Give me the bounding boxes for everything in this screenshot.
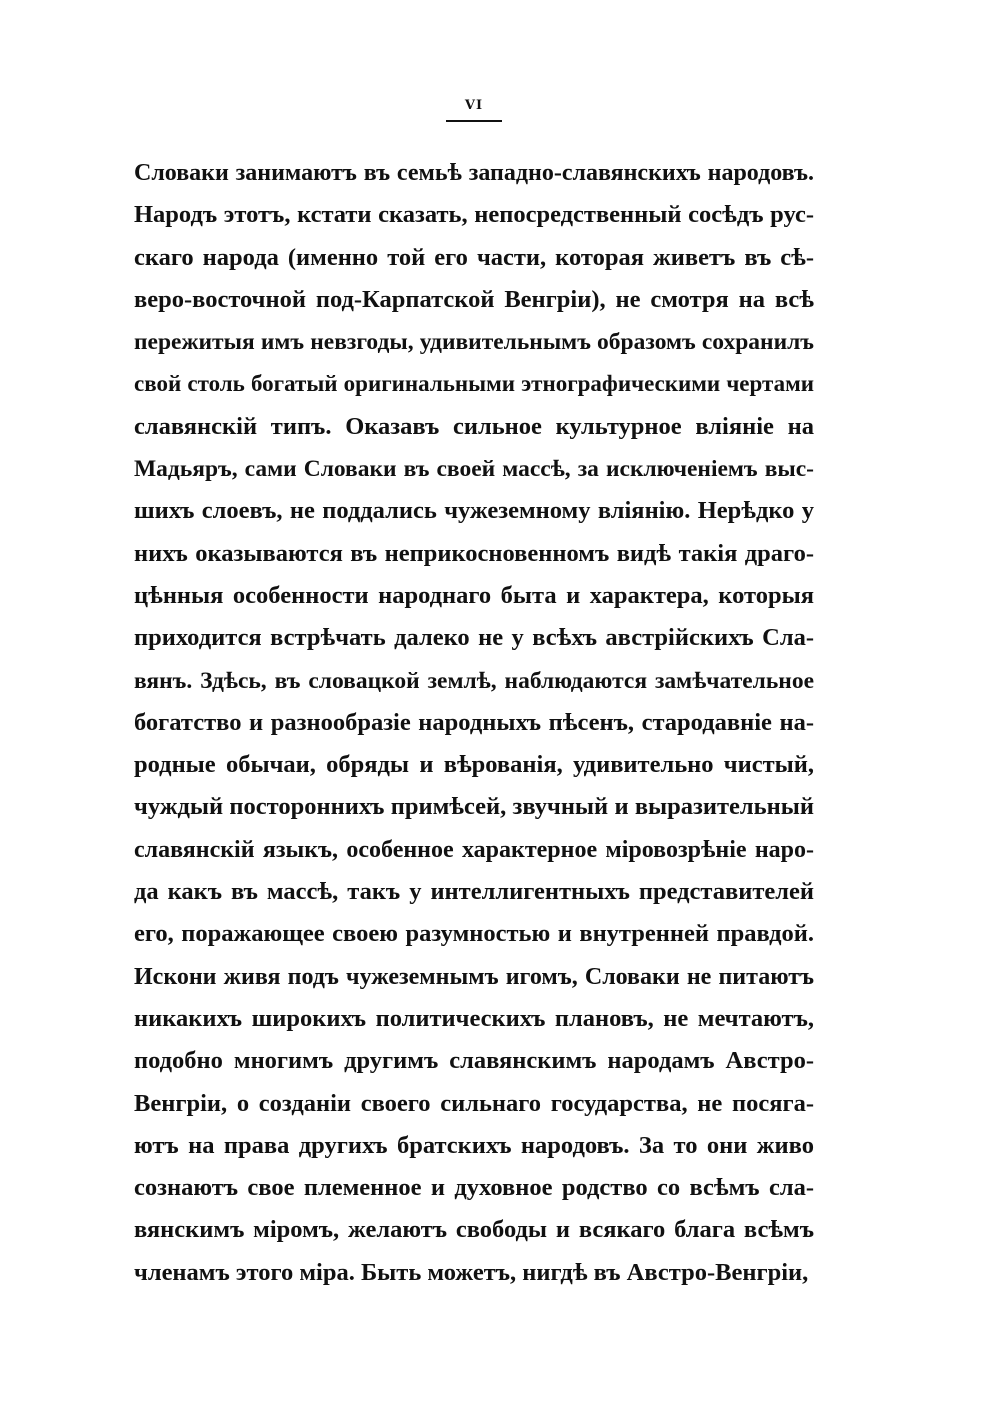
text-line: да какъ въ массѣ, такъ у интеллигентныхъ представителей <box>134 878 814 906</box>
text-line: славянскій типъ. Оказавъ сильное культурное вліяніе на <box>134 412 814 440</box>
text-line: шихъ слоевъ, не поддались чужеземному вліянію. Нерѣдко у <box>134 497 814 525</box>
text-line: богатство и разнообразіе народныхъ пѣсенъ, стародавніе на- <box>134 708 814 736</box>
text-line: никакихъ широкихъ политическихъ плановъ, не мечтаютъ, <box>134 1004 814 1032</box>
text-line: пережитыя имъ невзгоды, удивительнымъ образомъ сохранилъ <box>134 329 814 356</box>
text-line: цѣнныя особенности народнаго быта и характера, которыя <box>134 581 814 609</box>
page-number-rule <box>446 120 502 122</box>
text-line: членамъ этого міра. Быть можетъ, нигдѣ въ Австро-Венгріи, <box>134 1258 809 1286</box>
text-line: его, поражающее своею разумностью и внутренней правдой. <box>134 920 814 948</box>
text-line: веро-восточной под-Карпатской Венгріи), не смотря на всѣ <box>134 285 814 313</box>
text-line: Венгріи, о созданіи своего сильнаго государства, не посяга- <box>134 1089 814 1117</box>
text-line: сознаютъ свое племенное и духовное родство со всѣмъ сла- <box>134 1174 814 1202</box>
text-line: свой столь богатый оригинальными этнографическими чертами <box>134 371 814 397</box>
text-line: ютъ на права другихъ братскихъ народовъ. За то они живо <box>134 1131 814 1159</box>
text-line: вянскимъ міромъ, желаютъ свободы и всякаго блага всѣмъ <box>134 1216 814 1244</box>
text-line: нихъ оказываются въ неприкосновенномъ видѣ такія драго- <box>134 539 814 567</box>
text-line: Мадьяръ, сами Словаки въ своей массѣ, за исключеніемъ выс- <box>134 456 814 483</box>
text-line: славянскій языкъ, особенное характерное міровозрѣніе наро- <box>134 836 814 863</box>
body-text <box>134 152 814 1294</box>
text-line: чуждый постороннихъ примѣсей, звучный и выразительный <box>134 793 814 821</box>
text-line: Словаки занимаютъ въ семьѣ западно-славянскихъ народовъ. <box>134 160 814 186</box>
text-line: подобно многимъ другимъ славянскимъ народамъ Австро- <box>134 1047 814 1075</box>
text-line: родные обычаи, обряды и вѣрованія, удивительно чистый, <box>134 751 814 779</box>
page-number: VI <box>464 98 484 113</box>
text-line: скаго народа (именно той его части, которая живетъ въ сѣ- <box>134 243 814 271</box>
text-line: Искони живя подъ чужеземнымъ игомъ, Словаки не питаютъ <box>134 963 814 990</box>
text-line: вянъ. Здѣсь, въ словацкой землѣ, наблюдаются замѣчательное <box>134 667 814 694</box>
text-line: приходится встрѣчать далеко не у всѣхъ австрійскихъ Сла- <box>134 624 814 652</box>
text-line: Народъ этотъ, кстати сказать, непосредственный сосѣдъ рус- <box>134 201 814 229</box>
